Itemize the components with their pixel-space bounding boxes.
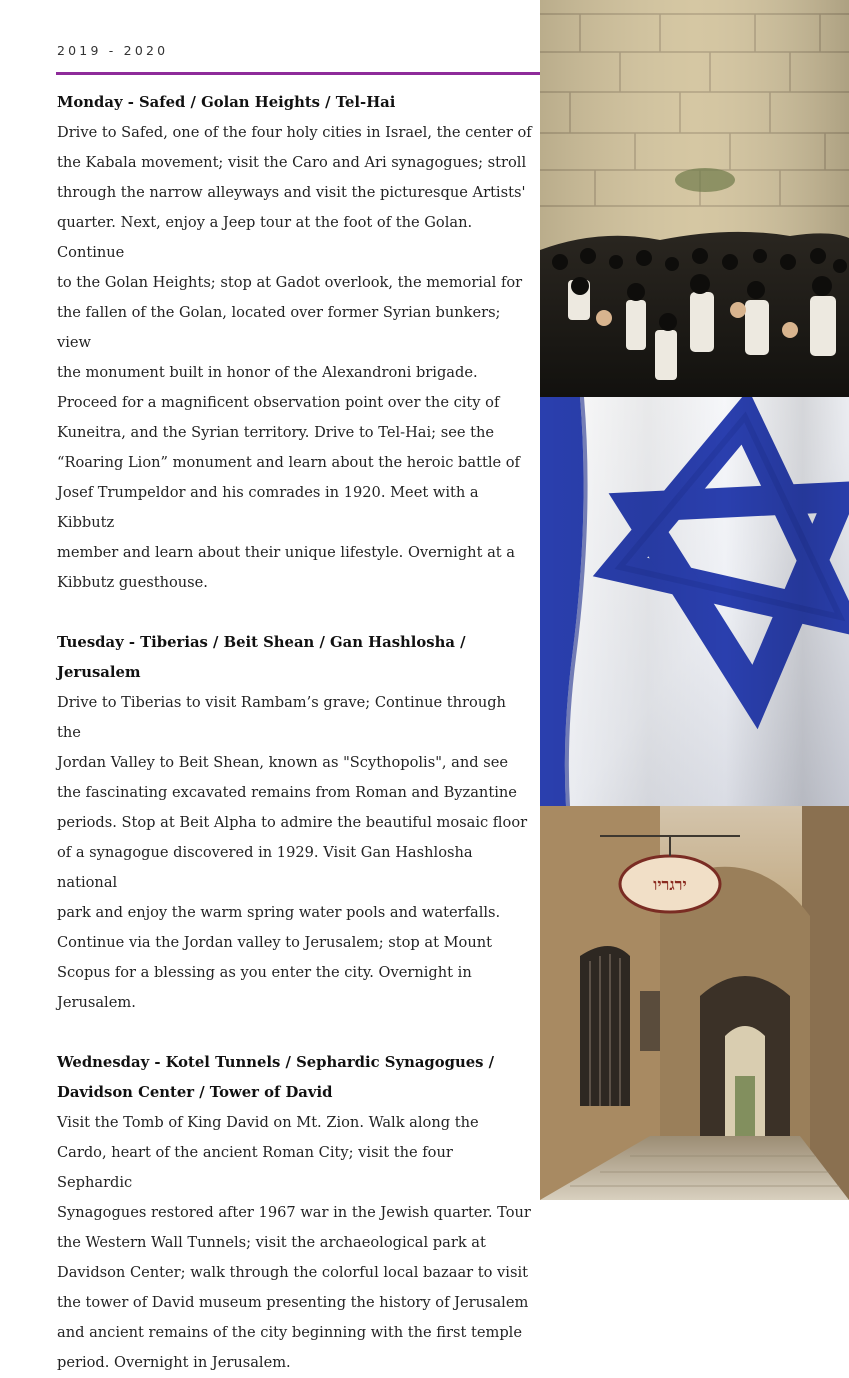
day-title: Tuesday - Tiberias / Beit Shean / Gan Hashlosha / Jerusalem [57,634,466,681]
year-label: 2019 - 2020 [57,43,169,58]
day-description: Visit the Tomb of King David on Mt. Zion. Walk along the Cardo, heart of the ancient Roman City; visit the four Sephardic Synagogues restored after 1967 war in the Jewish quarter. Tour the Western Wall Tunnels; visit the archaeological park at Davidson Center; walk through the colorful local bazaar to visit the tower of David museum presenting the history of Jerusalem and ancient remains of the city beginning with the first temple period. Overnight in Jerusalem. [57,1114,531,1371]
day-monday [57,88,532,598]
shop-sign-text: ירגריו [653,875,687,894]
western-wall-photo [540,0,849,397]
photo-column [540,0,849,1200]
day-wednesday [57,1048,532,1378]
israel-flag-photo [540,397,849,806]
jaffa-alley-photo [540,806,849,1200]
header-divider [56,72,540,75]
day-tuesday [57,628,532,1018]
day-title: Monday - Safed / Golan Heights / Tel-Hai [57,94,396,111]
day-description: Drive to Safed, one of the four holy cities in Israel, the center of the Kabala movement; visit the Caro and Ari synagogues; stroll through the narrow alleyways and visit the picturesque Artists' quarter. Next, enjoy a Jeep tour at the foot of the Golan. Continue to the Golan Heights; stop at Gadot overlook, the memorial for the fallen of the Golan, located over former Syrian bunkers; view the monument built in honor of the Alexandroni brigade. Proceed for a magnificent observation point over the city of Kuneitra, and the Syrian territory. Drive to Tel-Hai; see the “Roaring Lion” monument and learn about the heroic battle of Josef Trumpeldor and his comrades in 1920. Meet with a Kibbutz member and learn about their unique lifestyle. Overnight at a Kibbutz guesthouse. [57,124,532,591]
itinerary-content [57,88,532,1378]
day-title: Wednesday - Kotel Tunnels / Sephardic Synagogues / Davidson Center / Tower of David [57,1054,495,1101]
day-description: Drive to Tiberias to visit Rambam’s grave; Continue through the Jordan Valley to Beit Shean, known as "Scythopolis", and see the fascinating excavated remains from Roman and Byzantine periods. Stop at Beit Alpha to admire the beautiful mosaic floor of a synagogue discovered in 1929. Visit Gan Hashlosha national park and enjoy the warm spring water pools and waterfalls. Continue via the Jordan valley to Jerusalem; stop at Mount Scopus for a blessing as you enter the city. Overnight in Jerusalem. [57,694,528,1011]
